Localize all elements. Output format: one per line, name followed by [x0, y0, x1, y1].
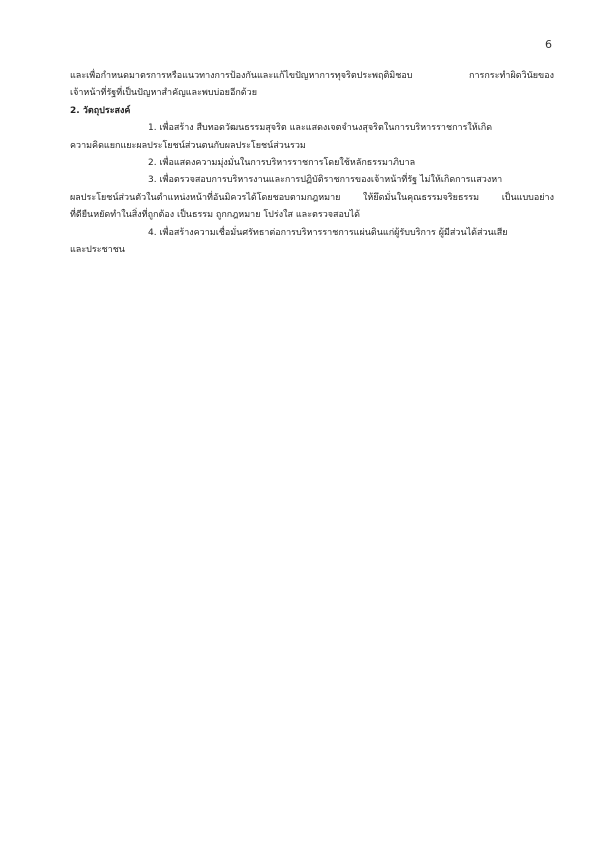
page-number: 6: [545, 38, 552, 51]
objective-1-line-2: ความคิดแยกแยะผลประโยชน์ส่วนตนกับผลประโยชน์ส่วนรวม: [70, 140, 306, 151]
objective-2-line-1: 2. เพื่อแสดงความมุ่งมั่นในการบริหารราชการโดยใช้หลักธรรมาภิบาล: [148, 157, 416, 168]
objective-3-line-1: 3. เพื่อตรวจสอบการบริหารงานและการปฏิบัติราชการของเจ้าหน้าที่รัฐ ไม่ให้เกิดการแสวงหา: [148, 175, 503, 186]
section-heading: 2. วัตถุประสงค์: [70, 105, 131, 116]
objective-4-line-1: 4. เพื่อสร้างความเชื่อมั่นศรัทธาต่อการบริหารราชการแผ่นดินแก่ผู้รับบริการ ผู้มีส่วนได้ส่วนเสีย: [148, 227, 508, 238]
intro-line: และเพื่อกำหนดมาตรการหรือแนวทางการป้องกันและแก้ไขปัญหาการทุจริตประพฤติมิชอบ การกระทำผิดวินัยของ: [70, 71, 554, 81]
objective-4-line-2: และประชาชน: [70, 244, 125, 255]
intro-line: เจ้าหน้าที่รัฐที่เป็นปัญหาสำคัญและพบบ่อยอีกด้วย: [70, 88, 257, 99]
objective-1-line-1: 1. เพื่อสร้าง สืบทอดวัฒนธรรมสุจริต และแสดงเจตจำนงสุจริตในการบริหารราชการให้เกิด: [148, 123, 493, 134]
document-body: [70, 68, 554, 259]
objective-3-line-3: ที่ดียืนหยัดทำในสิ่งที่ถูกต้อง เป็นธรรม ถูกกฎหมาย โปร่งใส และตรวจสอบได้: [70, 210, 361, 221]
objective-3-line-2: ผลประโยชน์ส่วนตัวในตำแหน่งหน้าที่อันมิควรได้โดยชอบตามกฎหมาย ให้ยึดมั่นในคุณธรรมจริยธรรม เป็นแบบอย่าง: [70, 192, 554, 203]
